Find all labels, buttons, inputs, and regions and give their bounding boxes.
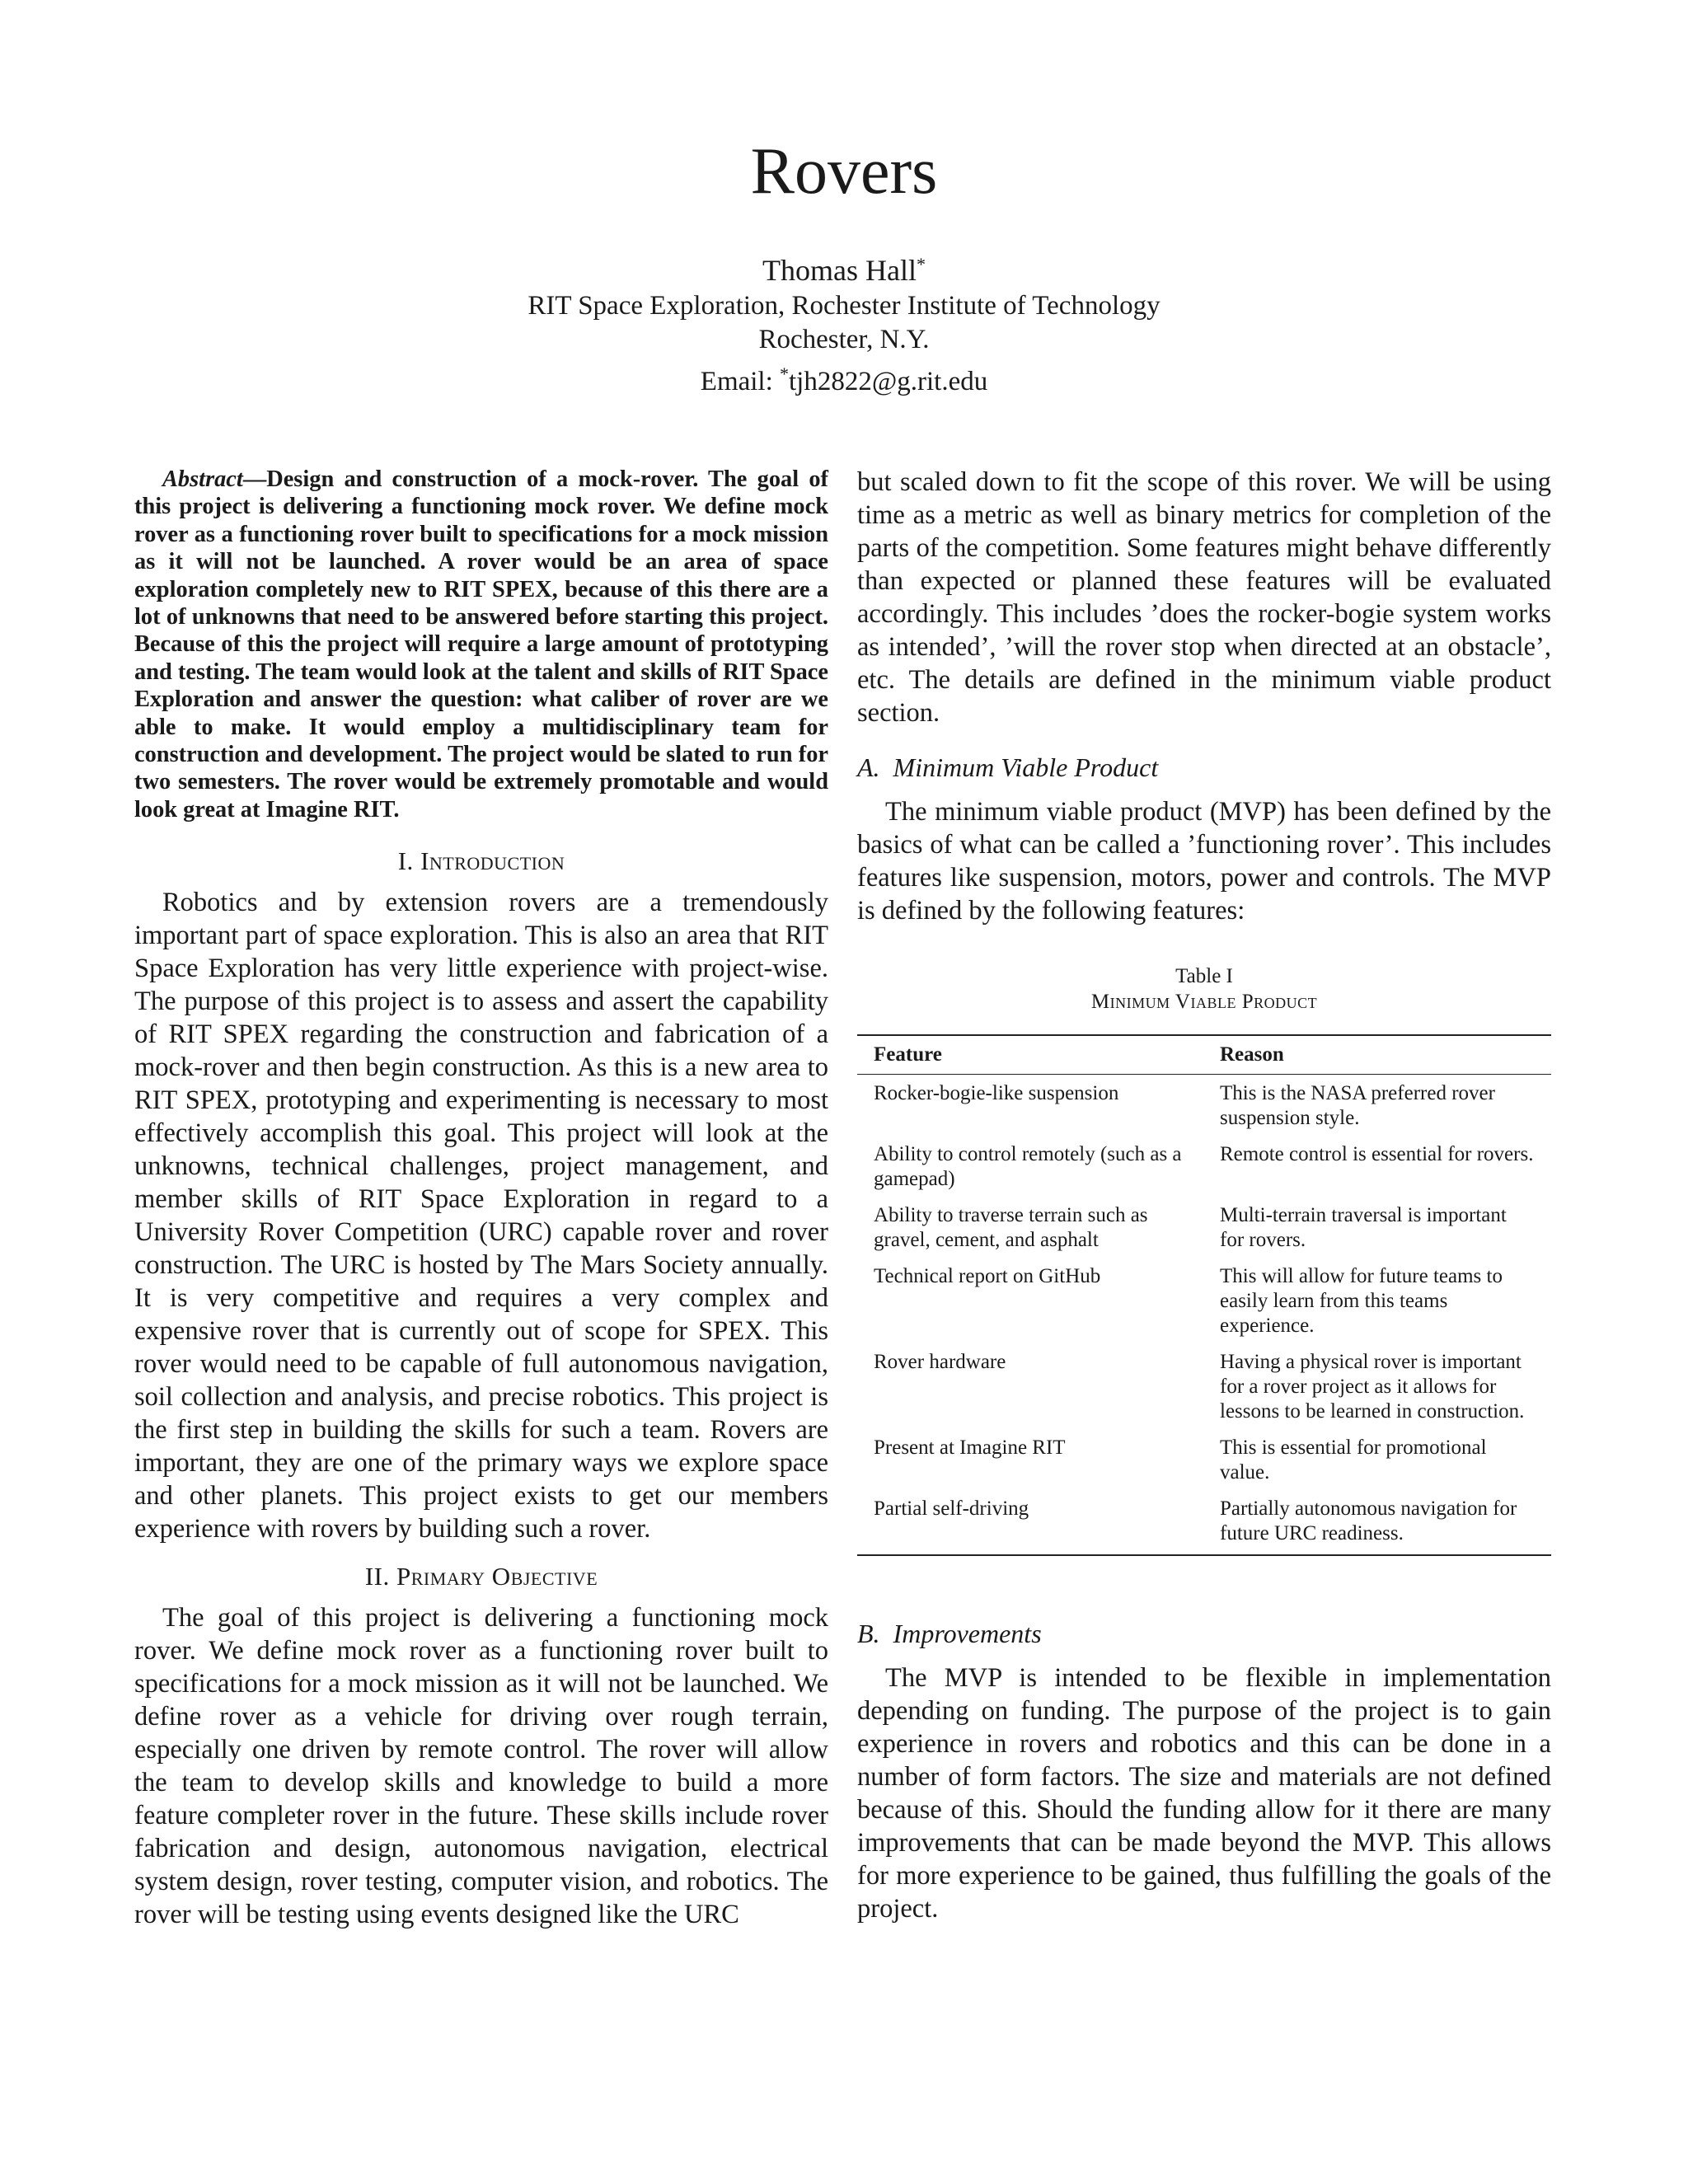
mvp-table xyxy=(857,1034,1551,1556)
table-row xyxy=(857,1197,1551,1258)
improvements-paragraph: The MVP is intended to be flexible in implementation depending on funding. The purpose of the project is to gain experience in rovers and robotics and this can be done in a number of form factors. The size and materials are not defined because of this. Should the funding allow for it there are many improvements that can be made beyond the MVP. This allows for more experience to be gained, thus fulfilling the goals of the project. xyxy=(857,1663,1551,1924)
feature-cell: Partial self-driving xyxy=(857,1490,1203,1555)
reason-cell: Having a physical rover is important for a rover project as it allows for lessons to be learned in construction. xyxy=(1220,1351,1525,1422)
table-row xyxy=(857,1343,1551,1429)
objective-paragraph-part1: The goal of this project is delivering a functioning mock rover. We define mock rover as a functioning rover built to specifications for a mock mission as it will not be launched. We define rover as a vehicle for driving over rough terrain, especially one driven by remote control. The rover will allow the team to develop skills and knowledge to build a more feature completer rover in the future. These skills include rover fabrication and design, autonomous navigation, electrical system design, rover testing, computer vision, and robotics. The rover will be testing using events designed like the URC xyxy=(134,1603,828,1930)
reason-cell: This is the NASA preferred rover suspension style. xyxy=(1220,1082,1495,1129)
feature-cell: Ability to control remotely (such as a gamepad) xyxy=(874,1143,1182,1190)
table-caption xyxy=(857,963,1551,1015)
reason-cell: This is essential for promotional value. xyxy=(1220,1436,1487,1483)
table-row xyxy=(857,1136,1551,1197)
table-header-feature: Feature xyxy=(857,1035,1203,1075)
subsection-title: Minimum Viable Product xyxy=(893,752,1159,782)
feature-cell: Rover hardware xyxy=(874,1351,1006,1373)
feature-cell: Ability to traverse terrain such as gravel, cement, and asphalt xyxy=(874,1204,1148,1251)
subsection-letter: B. xyxy=(857,1619,880,1648)
section-number: II. xyxy=(364,1562,397,1591)
subsection-letter: A. xyxy=(857,752,880,782)
section-heading-primary-objective xyxy=(134,1560,828,1593)
subsection-heading-improvements xyxy=(857,1617,1551,1650)
table-label: Table I xyxy=(1175,965,1233,987)
author-mark: * xyxy=(916,254,926,274)
email-address[interactable]: tjh2822@g.rit.edu xyxy=(789,367,988,396)
table-title: Minimum Viable Product xyxy=(1090,991,1318,1013)
objective-paragraph-part2: but scaled down to fit the scope of this rover. We will be using time as a metric as well as binary metrics for completion of the parts of the competition. Some features might behave differently than expected or planned these features will be evaluated accordingly. This includes ’does the rocker-bogie system works as intended’, ’will the rover stop when directed at an obstacle’, etc. The details are defined in the minimum viable product section. xyxy=(857,467,1551,728)
feature-cell: Technical report on GitHub xyxy=(874,1265,1101,1287)
table-header-reason: Reason xyxy=(1203,1035,1551,1075)
feature-cell: Present at Imagine RIT xyxy=(874,1436,1066,1459)
author-block xyxy=(0,247,1688,399)
location: Rochester, N.Y. xyxy=(758,325,930,354)
section-heading-introduction xyxy=(134,845,828,878)
subsection-heading-mvp xyxy=(857,751,1551,784)
right-column xyxy=(857,466,1551,1925)
section-title: Primary Objective xyxy=(396,1562,598,1591)
abstract-label: Abstract xyxy=(162,466,243,492)
reason-cell: Remote control is essential for rovers. xyxy=(1220,1143,1534,1165)
table-row xyxy=(857,1490,1551,1555)
reason-cell: Multi-terrain traversal is important for rovers. xyxy=(1220,1204,1507,1251)
author-line xyxy=(0,247,1688,289)
reason-cell: Partially autonomous navigation for future URC readiness. xyxy=(1203,1490,1551,1555)
abstract xyxy=(134,466,828,823)
abstract-text: Design and construction of a mock-rover. The goal of this project is delivering a functioning mock rover. We define mock rover as a functioning rover built to specifications for a mock mission as it will not be launched. A rover would be an area of space exploration completely new to RIT SPEX, because of this there are a lot of unknowns that need to be answered before starting this project. Because of this the project will require a large amount of prototyping and testing. The team would look at the talent and skills of RIT Space Exploration and answer the question: what caliber of rover are we able to make. It would employ a multidisciplinary team for construction and development. The project would be slated to run for two semesters. The rover would be extremely promotable and would look great at Imagine RIT. xyxy=(134,466,828,823)
table-row xyxy=(857,1258,1551,1343)
table-row xyxy=(857,1429,1551,1490)
left-column xyxy=(134,466,828,1931)
abstract-dash: — xyxy=(242,466,267,492)
reason-cell: This will allow for future teams to easily learn from this teams experience. xyxy=(1220,1265,1503,1337)
author-name: Thomas Hall xyxy=(762,254,917,287)
table-header-row xyxy=(857,1035,1551,1075)
feature-cell: Rocker-bogie-like suspension xyxy=(874,1082,1119,1104)
paper-title: Rovers xyxy=(750,135,938,208)
affiliation: RIT Space Exploration, Rochester Institute of Technology xyxy=(528,291,1160,321)
section-number: I. xyxy=(397,846,421,876)
subsection-title: Improvements xyxy=(893,1619,1042,1648)
table-row xyxy=(857,1075,1551,1137)
email-label: Email: xyxy=(700,367,781,396)
section-title: Introduction xyxy=(420,846,565,876)
email-mark: * xyxy=(780,363,790,384)
introduction-paragraph: Robotics and by extension rovers are a tremendously important part of space exploration. This is also an area that RIT Space Exploration has very little experience with project-wise. The purpose of this project is to assess and assert the capability of RIT SPEX regarding the construction and fabrication of a mock-rover and then begin construction. As this is a new area to RIT SPEX, prototyping and experimenting is necessary to most effectively accomplish this goal. This project will look at the unknowns, technical challenges, project management, and member skills of RIT Space Exploration in regard to a University Rover Competition (URC) capable rover and rover construction. The URC is hosted by The Mars Society annually. It is very competitive and requires a very complex and expensive rover that is currently out of scope for SPEX. This rover would need to be capable of full autonomous navigation, soil collection and analysis, and precise robotics. This project is the first step in building the skills for such a team. Rovers are important, they are one of the primary ways we explore space and other planets. This project exists to get our members experience with rovers by building such a rover. xyxy=(134,888,828,1544)
email-line xyxy=(0,357,1688,399)
mvp-paragraph: The minimum viable product (MVP) has been defined by the basics of what can be called a ’functioning rover’. This includes features like suspension, motors, power and controls. The MVP is defined by the following features: xyxy=(857,797,1551,926)
